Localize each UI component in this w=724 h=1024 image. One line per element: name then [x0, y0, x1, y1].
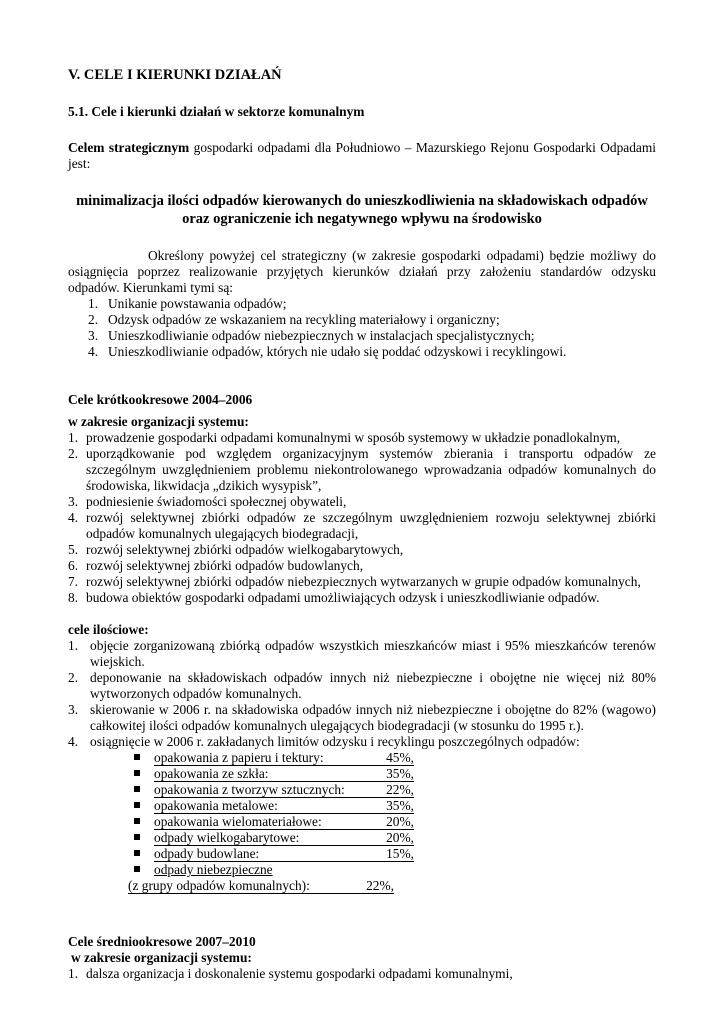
rate-item	[134, 782, 656, 798]
list-item	[68, 542, 656, 558]
list-text: deponowanie na składowiskach odpadów innych niż niebezpieczne i obojętne nie więcej niż 80% wytworzonych odpadów komunalnych.	[90, 670, 656, 701]
list-number: 6.	[68, 558, 79, 573]
rate-item	[134, 830, 656, 846]
rate-item	[134, 750, 656, 766]
rate-item	[134, 798, 656, 814]
list-text: osiągnięcie w 2006 r. zakładanych limitów odzysku i recyklingu poszczególnych odpadów:	[90, 734, 580, 749]
list-item	[68, 966, 656, 982]
short-term-title: Cele krótkookresowe 2004–2006	[68, 392, 253, 407]
rate-item-continuation	[128, 878, 656, 894]
list-text: objęcie zorganizowaną zbiórką odpadów wszystkich mieszkańców miast i 95% mieszkańców terenów wiejskich.	[90, 638, 656, 669]
square-bullet-icon	[134, 786, 140, 792]
rate-name: odpady wielkogabarytowe:	[154, 830, 300, 845]
list-item	[68, 734, 656, 750]
square-bullet-icon	[134, 866, 140, 872]
list-number: 3.	[68, 494, 79, 509]
list-number: 1.	[68, 430, 79, 445]
rate-line	[154, 766, 414, 782]
list-text: uporządkowanie pod względem organizacyjnym systemów zbierania i transportu odpadów ze szczególnym uwzględnieniem problemu niekontrolowanego wprowadzania odpadów komunalnych do środowiska, likwidacja „dzikich wysypisk”,	[86, 446, 656, 493]
list-item	[68, 446, 656, 494]
list-item	[68, 702, 656, 734]
rate-value: 20%,	[386, 814, 414, 829]
rate-value: 45%,	[386, 750, 414, 765]
subsection-heading: 5.1. Cele i kierunki działań w sektorze komunalnym	[68, 104, 365, 119]
rate-value: 35%,	[386, 798, 414, 813]
rate-name: opakowania z tworzyw sztucznych:	[154, 782, 345, 797]
list-number: 2.	[68, 446, 79, 461]
rate-value: 22%,	[386, 782, 414, 797]
recycling-rates-list	[128, 750, 656, 894]
short-term-org-title: w zakresie organizacji systemu:	[68, 414, 249, 429]
rate-value: 20%,	[386, 830, 414, 845]
list-number: 4.	[68, 510, 79, 525]
list-item	[68, 638, 656, 670]
list-item	[68, 430, 656, 446]
strategic-bold: Celem strategicznym	[68, 140, 190, 155]
list-text: podniesienie świadomości społecznej obywateli,	[86, 494, 347, 509]
list-text: Odzysk odpadów ze wskazaniem na recykling materiałowy i organiczny;	[108, 312, 500, 327]
section-heading: V. CELE I KIERUNKI DZIAŁAŃ	[68, 67, 282, 83]
list-number: 4.	[88, 344, 99, 359]
list-text: budowa obiektów gospodarki odpadami umożliwiających odzysk i unieszkodliwianie odpadów.	[86, 590, 600, 605]
list-item	[68, 494, 656, 510]
quantitative-goals-title: cele ilościowe:	[68, 622, 149, 637]
square-bullet-icon	[134, 818, 140, 824]
list-number: 3.	[88, 328, 99, 343]
rate-name: odpady niebezpieczne	[154, 862, 273, 877]
square-bullet-icon	[134, 802, 140, 808]
rate-item	[134, 846, 656, 862]
quantitative-goals-list	[68, 638, 656, 750]
list-item	[88, 344, 656, 360]
rate-item	[134, 814, 656, 830]
mid-term-org-title: w zakresie organizacji systemu:	[71, 950, 252, 965]
list-text: dalsza organizacja i doskonalenie systemu gospodarki odpadami komunalnymi,	[86, 966, 513, 981]
list-text: rozwój selektywnej zbiórki odpadów budowlanych,	[86, 558, 364, 573]
list-number: 3.	[68, 702, 79, 717]
list-item	[88, 296, 656, 312]
list-item	[68, 558, 656, 574]
list-number: 7.	[68, 574, 79, 589]
rate-line	[154, 750, 414, 766]
strategic-paragraph	[68, 140, 656, 172]
short-term-org-list	[68, 430, 656, 606]
list-number: 1.	[68, 638, 79, 653]
mid-term-title: Cele średniookresowe 2007–2010	[68, 934, 256, 949]
list-item	[68, 510, 656, 542]
list-text: Unieszkodliwianie odpadów, których nie udało się poddać odzyskowi i recyklingowi.	[108, 344, 567, 359]
list-item	[68, 590, 656, 606]
list-text: rozwój selektywnej zbiórki odpadów wielkogabarytowych,	[86, 542, 404, 557]
rate-value: 35%,	[386, 766, 414, 781]
list-number: 8.	[68, 590, 79, 605]
list-number: 2.	[68, 670, 79, 685]
rate-line	[154, 782, 414, 798]
rate-line	[154, 814, 414, 830]
rate-value: 15%,	[386, 846, 414, 861]
document-page	[68, 66, 656, 982]
list-text: rozwój selektywnej zbiórki odpadów ze szczególnym uwzględnieniem rozwoju selektywnej zbiórki odpadów komunalnych ulegających biodegradacji,	[86, 510, 656, 541]
list-number: 5.	[68, 542, 79, 557]
rate-line	[154, 846, 414, 862]
list-text: Unieszkodliwianie odpadów niebezpiecznych w instalacjach specjalistycznych;	[108, 328, 535, 343]
rate-item	[134, 862, 656, 878]
rate-name: odpady budowlane:	[154, 846, 260, 861]
square-bullet-icon	[134, 850, 140, 856]
rate-name: opakowania wielomateriałowe:	[154, 814, 322, 829]
rate-name: opakowania z papieru i tektury:	[154, 750, 324, 765]
list-number: 1.	[68, 966, 79, 981]
main-goal: minimalizacja ilości odpadów kierowanych do unieszkodliwienia na składowiskach odpadów oraz ograniczenie ich negatywnego wpływu na środowisko	[76, 193, 648, 227]
list-number: 4.	[68, 734, 79, 749]
list-text: skierowanie w 2006 r. na składowiska odpadów innych niż niebezpieczne i obojętne do 82% (wagowo) całkowitej ilości odpadów komunalnych ulegających biodegradacji (w stosunku do 1995 r.).	[90, 702, 656, 733]
list-text: Unikanie powstawania odpadów;	[108, 296, 287, 311]
directions-list	[68, 296, 656, 360]
list-number: 1.	[88, 296, 99, 311]
rate-line	[128, 878, 394, 894]
rate-name: (z grupy odpadów komunalnych):	[128, 878, 310, 893]
list-item	[88, 328, 656, 344]
rate-value: 22%,	[366, 878, 394, 893]
rate-item	[134, 766, 656, 782]
intro-paragraph: Określony powyżej cel strategiczny (w zakresie gospodarki odpadami) będzie możliwy do osiągnięcia poprzez realizowanie przyjętych kierunków działań przy założeniu standardów odzysku odpadów. Kierunkami tymi są:	[68, 248, 656, 295]
rate-name: opakowania metalowe:	[154, 798, 278, 813]
square-bullet-icon	[134, 754, 140, 760]
list-text: rozwój selektywnej zbiórki odpadów niebezpiecznych wytwarzanych w grupie odpadów komunalnych,	[86, 574, 641, 589]
list-text: prowadzenie gospodarki odpadami komunalnymi w sposób systemowy w układzie ponadlokalnym,	[86, 430, 621, 445]
strategic-rest: gospodarki odpadami dla Południowo – Mazurskiego Rejonu Gospodarki Odpadami jest:	[68, 140, 657, 171]
mid-term-org-list	[68, 966, 656, 982]
list-item	[68, 574, 656, 590]
rate-line	[154, 830, 414, 846]
list-item	[88, 312, 656, 328]
square-bullet-icon	[134, 770, 140, 776]
rate-name: opakowania ze szkła:	[154, 766, 269, 781]
list-number: 2.	[88, 312, 99, 327]
square-bullet-icon	[134, 834, 140, 840]
rate-line	[154, 798, 414, 814]
list-item	[68, 670, 656, 702]
